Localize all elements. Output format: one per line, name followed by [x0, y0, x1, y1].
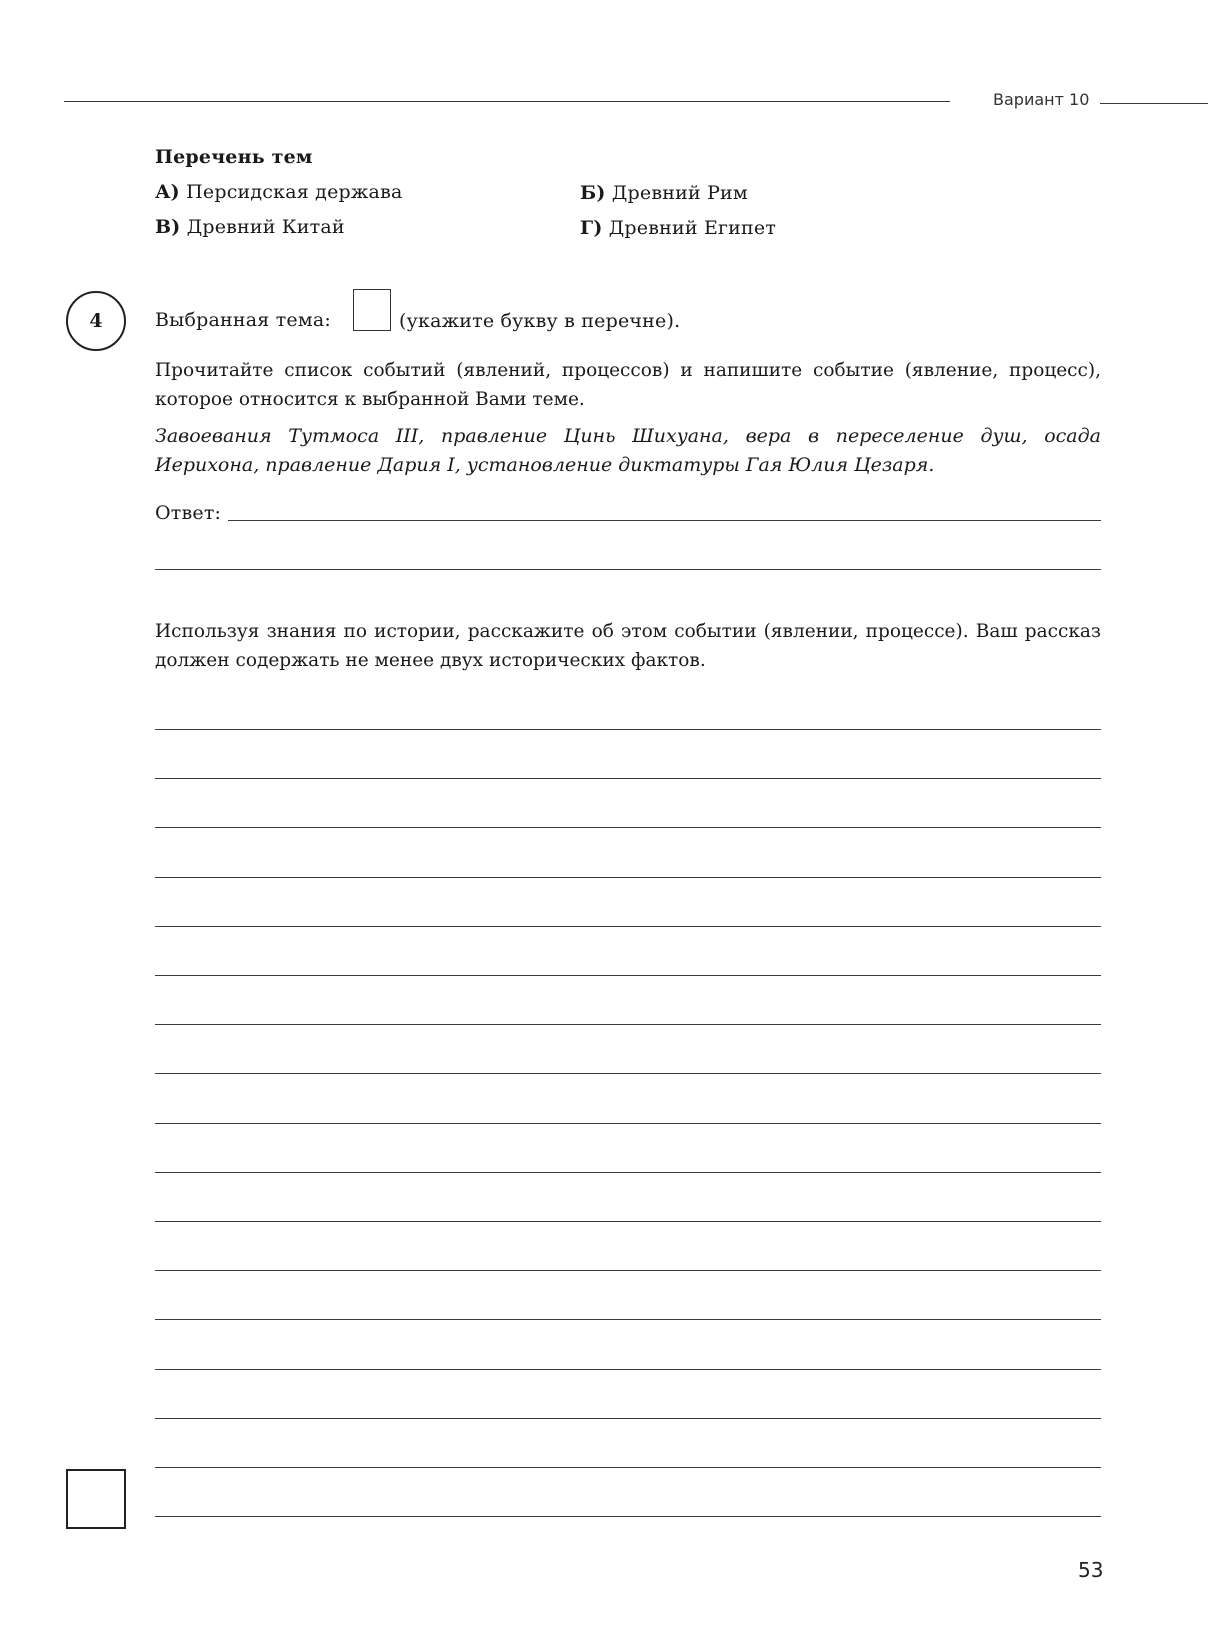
answer-line[interactable] [228, 520, 1101, 521]
writing-line[interactable] [155, 1319, 1101, 1320]
writing-line[interactable] [155, 827, 1101, 828]
writing-line[interactable] [155, 1024, 1101, 1025]
story-instruction: Используя знания по истории, расскажите об этом событии (явлении, процессе). Ваш рассказ должен содержать не менее двух исторических фактов. [155, 621, 1101, 671]
page-number: 53 [1078, 1558, 1104, 1582]
chosen-theme-label: Выбранная тема: [155, 309, 331, 331]
theme-letter: В) [155, 216, 181, 238]
writing-line[interactable] [155, 926, 1101, 927]
theme-item-v [155, 216, 345, 238]
header-rule-left [64, 101, 950, 102]
themes-heading: Перечень тем [155, 146, 313, 168]
writing-line[interactable] [155, 877, 1101, 878]
variant-label: Вариант 10 [993, 90, 1090, 109]
task-instruction: Прочитайте список событий (явлений, процессов) и напишите событие (явление, процесс), которое относится к выбранной Вами теме. [155, 360, 1101, 410]
theme-item-g [580, 217, 776, 239]
writing-line[interactable] [155, 1172, 1101, 1173]
events-list: Завоевания Тутмоса III, правление Цинь Шихуана, вера в переселение душ, осада Иерихона, правление Дария I, установление диктатуры Гая Юлия Цезаря. [155, 425, 1101, 476]
header-rule-right [1100, 103, 1208, 104]
theme-item-a [155, 181, 403, 203]
chosen-theme-letter-box[interactable] [353, 289, 391, 331]
task-number: 4 [89, 310, 103, 332]
task-number-circle [66, 291, 126, 351]
theme-label: Древний Китай [186, 216, 345, 238]
score-box[interactable] [66, 1469, 126, 1529]
theme-label: Персидская держава [186, 181, 403, 203]
writing-line[interactable] [155, 975, 1101, 976]
writing-line[interactable] [155, 1516, 1101, 1517]
theme-label: Древний Рим [611, 182, 748, 204]
theme-letter: Б) [580, 182, 606, 204]
answer-line[interactable] [155, 569, 1101, 570]
answer-label: Ответ: [155, 502, 222, 524]
theme-label: Древний Египет [608, 217, 777, 239]
writing-line[interactable] [155, 1270, 1101, 1271]
writing-line[interactable] [155, 729, 1101, 730]
writing-line[interactable] [155, 1418, 1101, 1419]
writing-line[interactable] [155, 1369, 1101, 1370]
writing-line[interactable] [155, 1073, 1101, 1074]
theme-item-b [580, 182, 748, 204]
writing-line[interactable] [155, 778, 1101, 779]
chosen-theme-hint: (укажите букву в перечне). [399, 310, 681, 332]
theme-letter: А) [155, 181, 180, 203]
writing-line[interactable] [155, 1467, 1101, 1468]
writing-line[interactable] [155, 1221, 1101, 1222]
theme-letter: Г) [580, 217, 603, 239]
writing-line[interactable] [155, 1123, 1101, 1124]
